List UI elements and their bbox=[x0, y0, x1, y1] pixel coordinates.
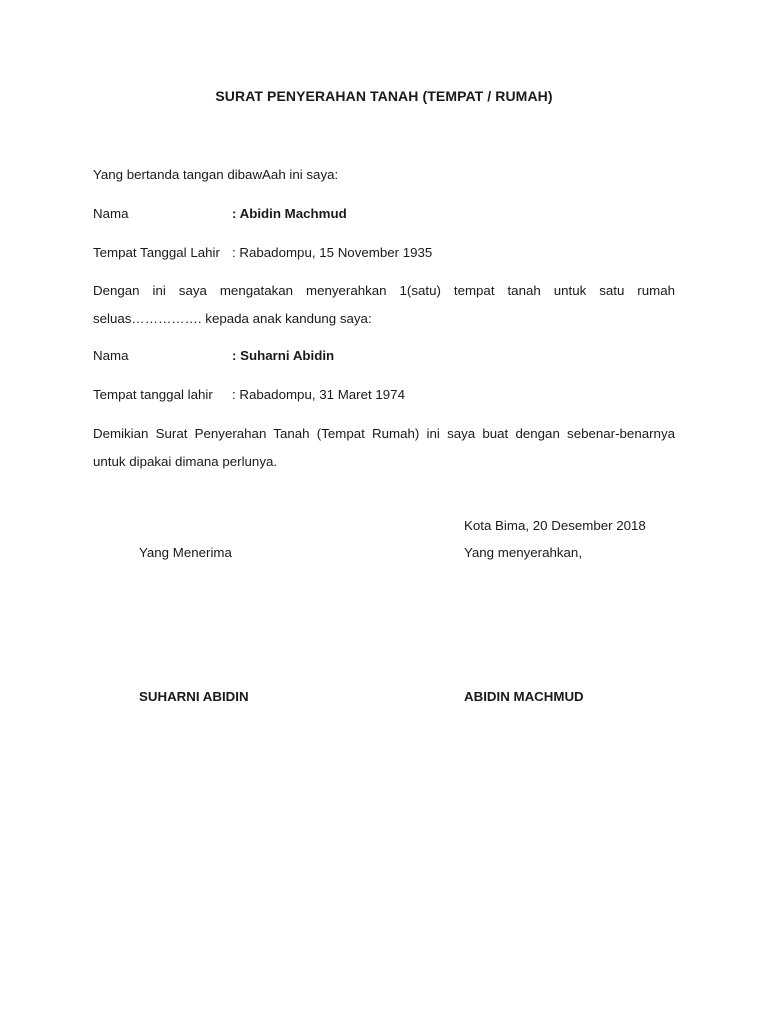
receiver-birth-value: : Rabadompu, 31 Maret 1974 bbox=[232, 387, 405, 402]
receiver-signature-name: SUHARNI ABIDIN bbox=[139, 689, 249, 704]
giver-name-label: Nama bbox=[93, 206, 129, 221]
giver-role: Yang menyerahkan, bbox=[464, 545, 583, 560]
receiver-birth-label: Tempat tanggal lahir bbox=[93, 387, 213, 402]
receiver-name-label: Nama bbox=[93, 348, 129, 363]
intro-text: Yang bertanda tangan dibawAah ini saya: bbox=[93, 167, 339, 182]
receiver-name-value: : Suharni Abidin bbox=[232, 348, 335, 363]
place-date: Kota Bima, 20 Desember 2018 bbox=[464, 518, 646, 533]
document-title: SURAT PENYERAHAN TANAH (TEMPAT / RUMAH) bbox=[215, 88, 553, 104]
receiver-name-row bbox=[93, 348, 334, 363]
giver-birth-label: Tempat Tanggal Lahir bbox=[93, 245, 220, 260]
statement-paragraph: Dengan ini saya mengatakan menyerahkan 1(satu) tempat tanah untuk satu rumah seluas……………. kepada anak kandung saya: bbox=[93, 283, 675, 326]
receiver-role: Yang Menerima bbox=[139, 545, 232, 560]
closing-paragraph: Demikian Surat Penyerahan Tanah (Tempat Rumah) ini saya buat dengan sebenar-benarnya untuk dipakai dimana perlunya. bbox=[93, 426, 675, 469]
receiver-birth-row bbox=[93, 387, 405, 402]
giver-signature-name: ABIDIN MACHMUD bbox=[464, 689, 584, 704]
giver-name-row bbox=[93, 206, 347, 221]
giver-birth-row bbox=[93, 245, 432, 260]
giver-birth-value: : Rabadompu, 15 November 1935 bbox=[232, 245, 433, 260]
giver-name-value: : Abidin Machmud bbox=[232, 206, 347, 221]
